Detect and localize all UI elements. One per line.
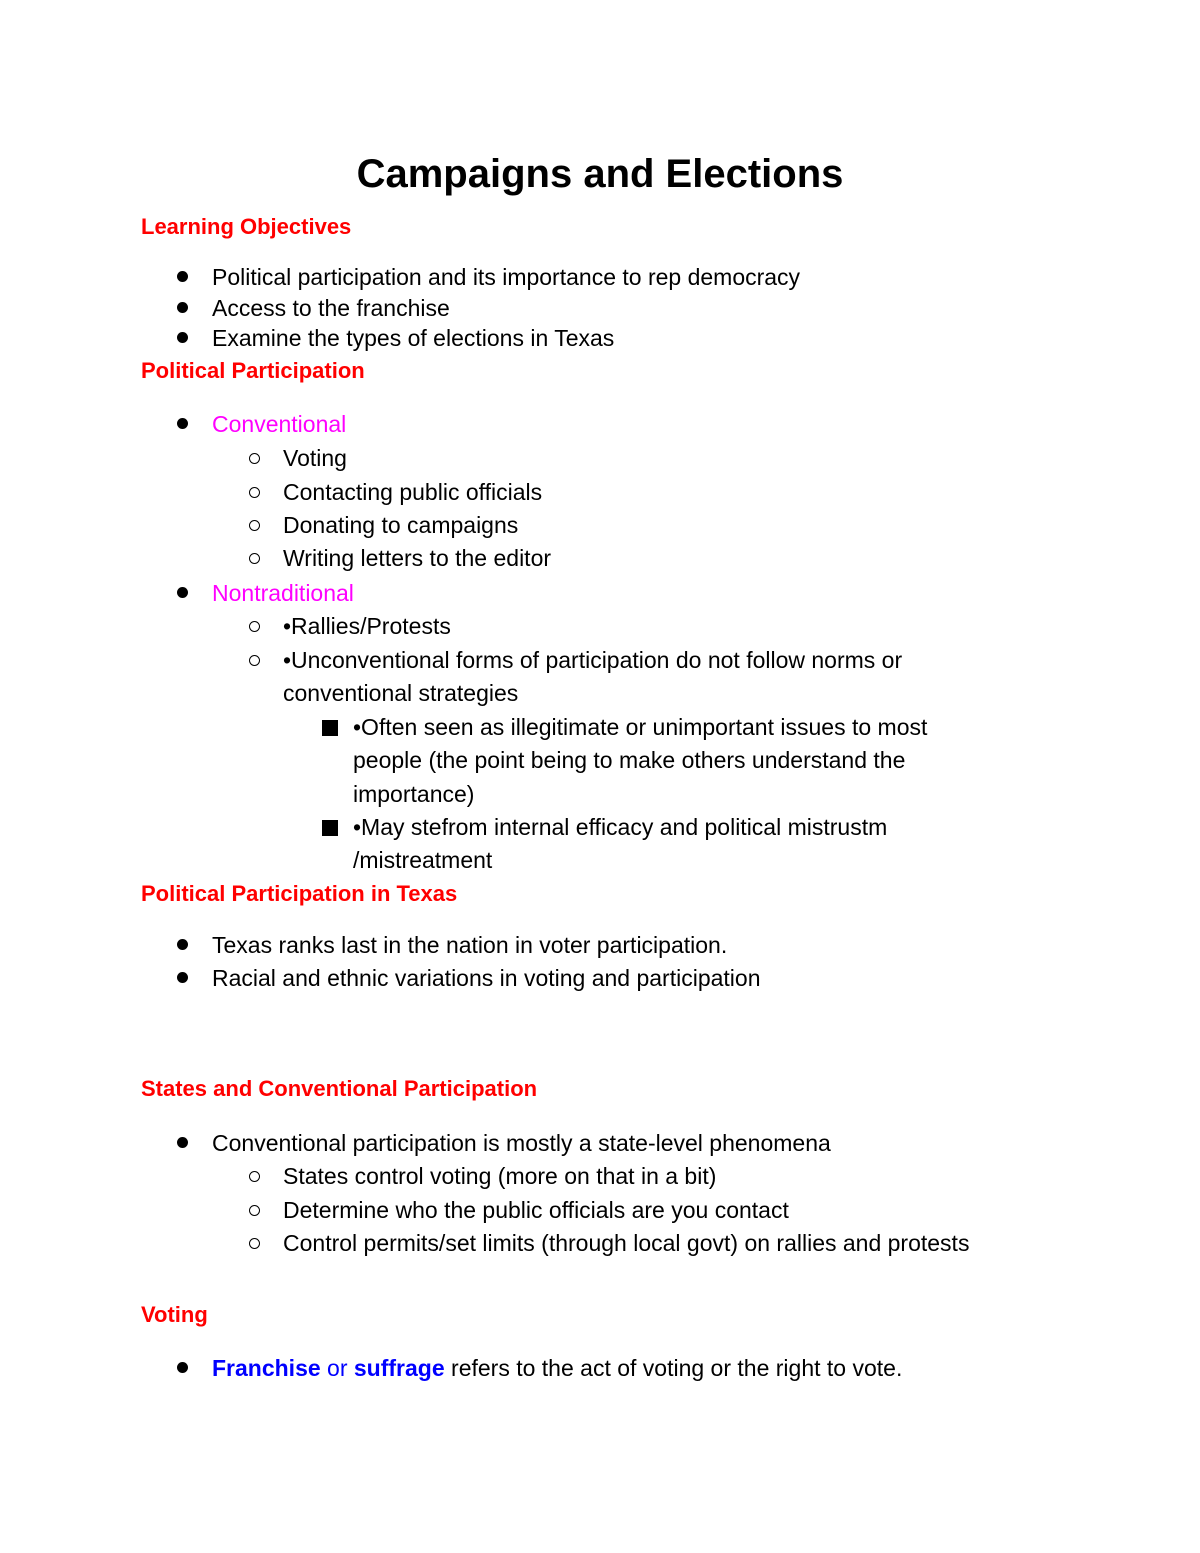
bullet-circle-icon bbox=[249, 621, 260, 632]
list-item: Determine who the public officials are you contact bbox=[283, 1197, 789, 1223]
list-item: •Rallies/Protests bbox=[283, 613, 451, 639]
heading-learning-objectives: Learning Objectives bbox=[141, 214, 352, 239]
heading-states-conventional: States and Conventional Participation bbox=[141, 1076, 538, 1101]
term-franchise: Franchise bbox=[212, 1355, 321, 1381]
heading-participation-texas: Political Participation in Texas bbox=[141, 881, 458, 906]
list-item: Access to the franchise bbox=[212, 295, 450, 321]
bullet-circle-icon bbox=[249, 453, 260, 464]
list-item: Conventional participation is mostly a state-level phenomena bbox=[212, 1130, 831, 1156]
list-item: Contacting public officials bbox=[283, 479, 543, 505]
list-item-continuation: conventional strategies bbox=[283, 680, 519, 706]
list-item: Texas ranks last in the nation in voter participation. bbox=[212, 932, 728, 958]
list-item: •Unconventional forms of participation do not follow norms or bbox=[283, 647, 903, 673]
list-item: Voting bbox=[283, 445, 347, 471]
term-suffrage: suffrage bbox=[353, 1355, 445, 1381]
bullet-square-icon bbox=[322, 720, 338, 736]
bullet-disc-icon bbox=[177, 418, 188, 429]
list-item: Political participation and its importance to rep democracy bbox=[212, 264, 801, 290]
list-item: Writing letters to the editor bbox=[283, 545, 552, 571]
voting-definition bbox=[212, 1353, 902, 1383]
bullet-disc-icon bbox=[177, 972, 188, 983]
subheading-conventional: Conventional bbox=[212, 411, 347, 437]
list-item: Control permits/set limits (through local govt) on rallies and protests bbox=[283, 1230, 970, 1256]
heading-political-participation: Political Participation bbox=[141, 358, 365, 383]
bullet-disc-icon bbox=[177, 1362, 188, 1373]
bullet-disc-icon bbox=[177, 1137, 188, 1148]
bullet-circle-icon bbox=[249, 655, 260, 666]
bullet-circle-icon bbox=[249, 553, 260, 564]
list-item: •May stefrom internal efficacy and political mistrustm bbox=[353, 814, 888, 840]
bullet-circle-icon bbox=[249, 520, 260, 531]
bullet-circle-icon bbox=[249, 1238, 260, 1249]
heading-voting: Voting bbox=[141, 1302, 208, 1327]
bullet-disc-icon bbox=[177, 587, 188, 598]
bullet-disc-icon bbox=[177, 332, 188, 343]
bullet-circle-icon bbox=[249, 1171, 260, 1182]
list-item: States control voting (more on that in a bit) bbox=[283, 1163, 717, 1189]
subheading-nontraditional: Nontraditional bbox=[212, 580, 354, 606]
bullet-circle-icon bbox=[249, 1205, 260, 1216]
bullet-square-icon bbox=[322, 820, 338, 836]
page-title: Campaigns and Elections bbox=[356, 152, 844, 196]
bullet-circle-icon bbox=[249, 487, 260, 498]
definition-text: refers to the act of voting or the right to vote. bbox=[451, 1355, 903, 1381]
list-item: •Often seen as illegitimate or unimportant issues to most bbox=[353, 714, 928, 740]
list-item-continuation: /mistreatment bbox=[353, 847, 493, 873]
bullet-disc-icon bbox=[177, 302, 188, 313]
bullet-disc-icon bbox=[177, 271, 188, 282]
list-item-continuation: importance) bbox=[353, 781, 475, 807]
list-item: Examine the types of elections in Texas bbox=[212, 325, 615, 351]
term-connector: or bbox=[327, 1355, 348, 1381]
list-item: Donating to campaigns bbox=[283, 512, 519, 538]
list-item: Racial and ethnic variations in voting and participation bbox=[212, 965, 761, 991]
list-item-continuation: people (the point being to make others understand the bbox=[353, 747, 906, 773]
bullet-disc-icon bbox=[177, 939, 188, 950]
